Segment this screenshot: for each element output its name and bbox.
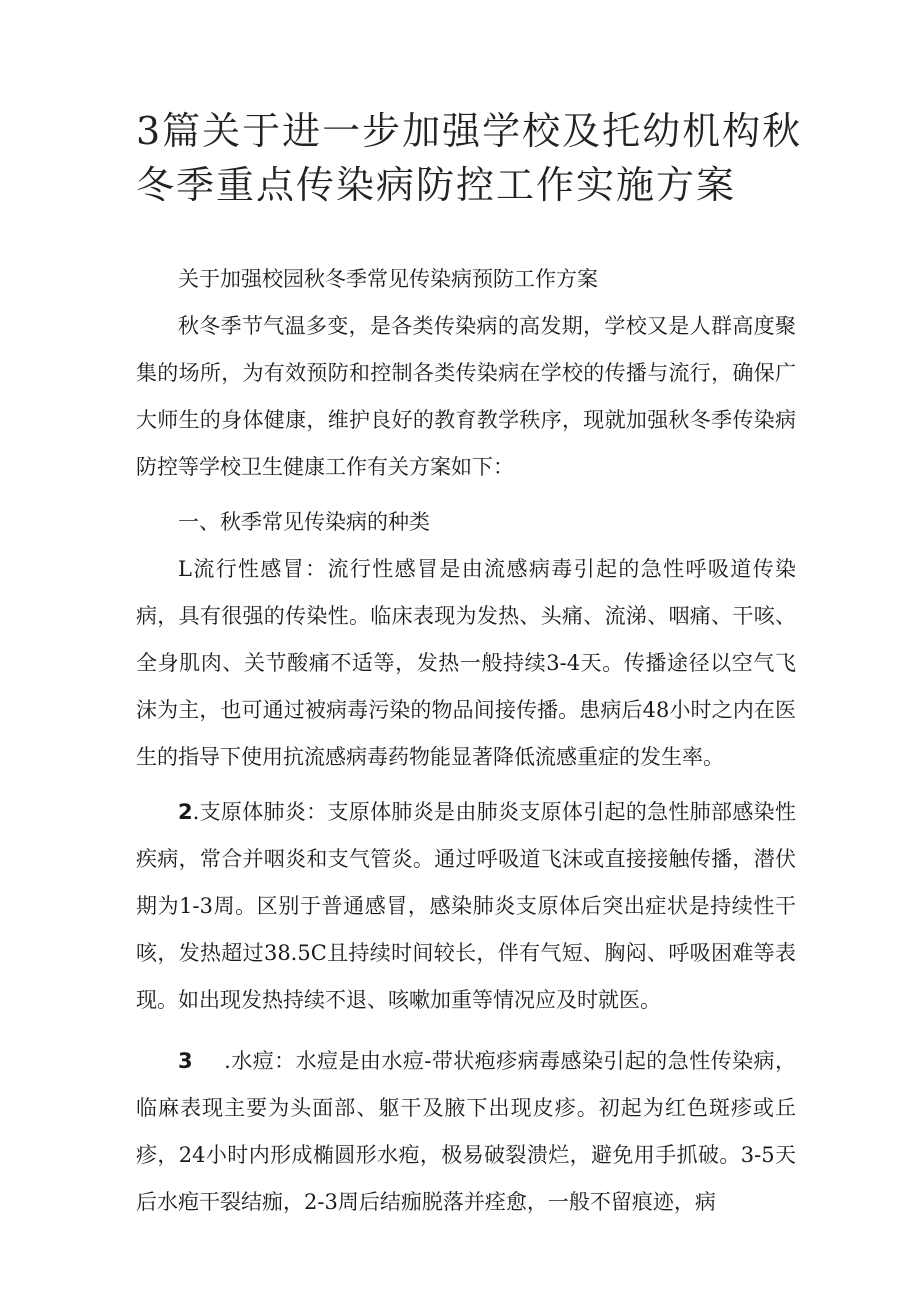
document-body (136, 256, 796, 1226)
item-mycoplasma (136, 789, 796, 1024)
item-mycoplasma-text: .支原体肺炎：支原体肺炎是由肺炎支原体引起的急性肺部感染性疾病，常合并咽炎和支气管炎。通过呼吸道飞沫或直接接触传播，潜伏期为1-3周。区别于普通感冒，感染肺炎支原体后突出症状是持续性干咳，发热超过38.5C且持续时间较长，伴有气短、胸闷、呼吸困难等表现。如出现发热持续不退、咳嗽加重等情况应及时就医。 (136, 800, 796, 1012)
intro-paragraph: 秋冬季节气温多变，是各类传染病的高发期，学校又是人群高度聚集的场所，为有效预防和控制各类传染病在学校的传播与流行，确保广大师生的身体健康，维护良好的教育教学秩序，现就加强秋冬季传染病防控等学校卫生健康工作有关方案如下： (136, 314, 796, 479)
item-number-2: 2 (178, 800, 193, 824)
item-influenza: L流行性感冒：流行性感冒是由流感病毒引起的急性呼吸道传染病，具有很强的传染性。临床表现为发热、头痛、流涕、咽痛、干咳、全身肌肉、关节酸痛不适等，发热一般持续3-4天。传播途径以空气飞沫为主，也可通过被病毒污染的物品间接传播。患病后48小时之内在医生的指导下使用抗流感病毒药物能显著降低流感重症的发生率。 (136, 557, 796, 769)
item-chickenpox-text: .水痘：水痘是由水痘-带状疱疹病毒感染引起的急性传染病，临麻表现主要为头面部、躯干及腋下出现皮疹。初起为红色斑疹或丘疹，24小时内形成椭圆形水疱，极易破裂溃烂，避免用手抓破。3-5天后水疱干裂结痂，2-3周后结痂脱落并痊愈，一般不留痕迹，病 (136, 1049, 796, 1214)
document-title: 3篇关于进一步加强学校及托幼机构秋冬季重点传染病防控工作实施方案 (136, 109, 803, 207)
document-subtitle: 关于加强校园秋冬季常见传染病预防工作方案 (178, 267, 598, 291)
item-chickenpox (136, 1038, 796, 1226)
section-heading-1: 一、秋季常见传染病的种类 (178, 510, 430, 534)
item-number-3: 3 (178, 1049, 193, 1073)
